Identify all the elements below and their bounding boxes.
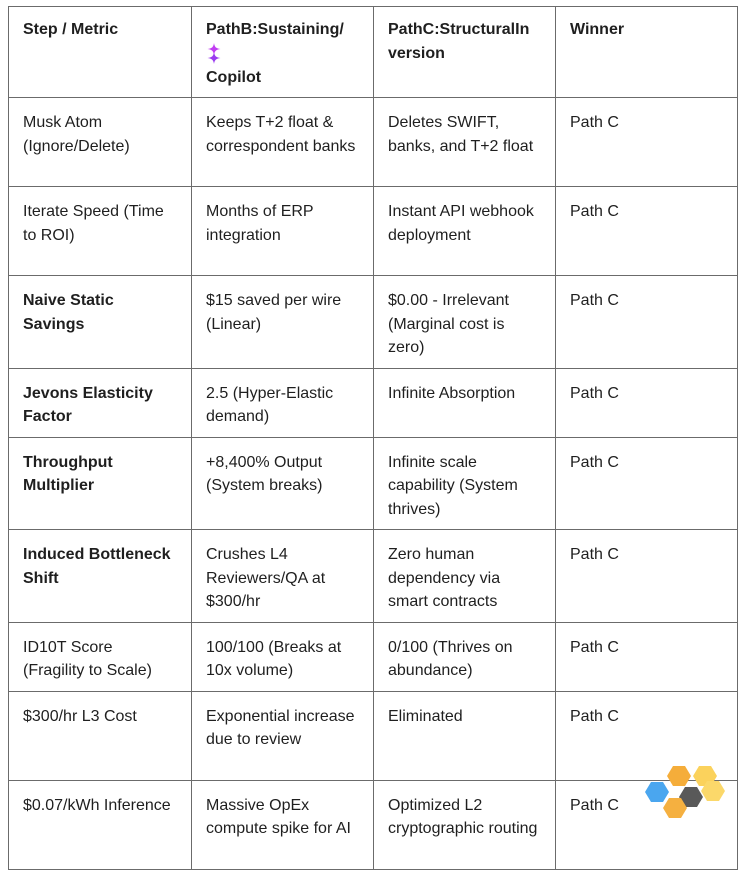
table-row — [9, 98, 738, 187]
table-header-row — [9, 7, 738, 98]
metric-cell: Induced Bottleneck Shift — [9, 530, 192, 623]
metric-cell: Jevons Elasticity Factor — [9, 368, 192, 437]
table-row — [9, 437, 738, 530]
metric-cell: Musk Atom (Ignore/Delete) — [9, 98, 192, 187]
path-b-cell: 100/100 (Breaks at 10x volume) — [192, 622, 374, 691]
header-step-metric: Step / Metric — [9, 7, 192, 98]
winner-cell: Path C — [556, 187, 738, 276]
path-c-cell: Instant API webhook deployment — [374, 187, 556, 276]
metric-cell: Throughput Multiplier — [9, 437, 192, 530]
table-row — [9, 691, 738, 780]
path-c-cell: Infinite Absorption — [374, 368, 556, 437]
metric-cell: ID10T Score (Fragility to Scale) — [9, 622, 192, 691]
table-row — [9, 368, 738, 437]
path-b-cell: $15 saved per wire (Linear) — [192, 276, 374, 369]
winner-cell: Path C — [556, 276, 738, 369]
path-b-cell: Months of ERP integration — [192, 187, 374, 276]
winner-cell: Path C — [556, 691, 738, 780]
path-c-cell: 0/100 (Thrives on abundance) — [374, 622, 556, 691]
metric-cell: $300/hr L3 Cost — [9, 691, 192, 780]
path-c-cell: Zero human dependency via smart contracts — [374, 530, 556, 623]
path-c-cell: Eliminated — [374, 691, 556, 780]
hexagon-cluster-logo — [643, 765, 737, 821]
path-b-cell: Massive OpEx compute spike for AI — [192, 780, 374, 869]
table-row — [9, 780, 738, 869]
path-b-cell: 2.5 (Hyper-Elastic demand) — [192, 368, 374, 437]
metric-cell: Iterate Speed (Time to ROI) — [9, 187, 192, 276]
table-row — [9, 187, 738, 276]
header-path-b: PathB:Sustaining/ Copilot — [192, 7, 374, 98]
metric-cell: $0.07/kWh Inference — [9, 780, 192, 869]
path-b-cell: Exponential increase due to review — [192, 691, 374, 780]
table-row — [9, 276, 738, 369]
header-path-c: PathC:StructuralIn version — [374, 7, 556, 98]
table-row — [9, 622, 738, 691]
winner-cell: Path C — [556, 622, 738, 691]
winner-cell: Path C — [556, 368, 738, 437]
winner-cell: Path C — [556, 780, 738, 869]
path-c-cell: Optimized L2 cryptographic routing — [374, 780, 556, 869]
path-b-cell: +8,400% Output (System breaks) — [192, 437, 374, 530]
winner-cell: Path C — [556, 530, 738, 623]
table-row — [9, 530, 738, 623]
header-winner: Winner — [556, 7, 738, 98]
path-b-cell: Keeps T+2 float & correspondent banks — [192, 98, 374, 187]
winner-cell: Path C — [556, 437, 738, 530]
winner-cell: Path C — [556, 98, 738, 187]
gemini-spark-icon — [206, 42, 222, 66]
comparison-table — [8, 6, 738, 870]
metric-cell: Naive Static Savings — [9, 276, 192, 369]
path-b-cell: Crushes L4 Reviewers/QA at $300/hr — [192, 530, 374, 623]
path-c-cell: Infinite scale capability (System thrives) — [374, 437, 556, 530]
path-c-cell: Deletes SWIFT, banks, and T+2 float — [374, 98, 556, 187]
path-c-cell: $0.00 - Irrelevant (Marginal cost is zero) — [374, 276, 556, 369]
